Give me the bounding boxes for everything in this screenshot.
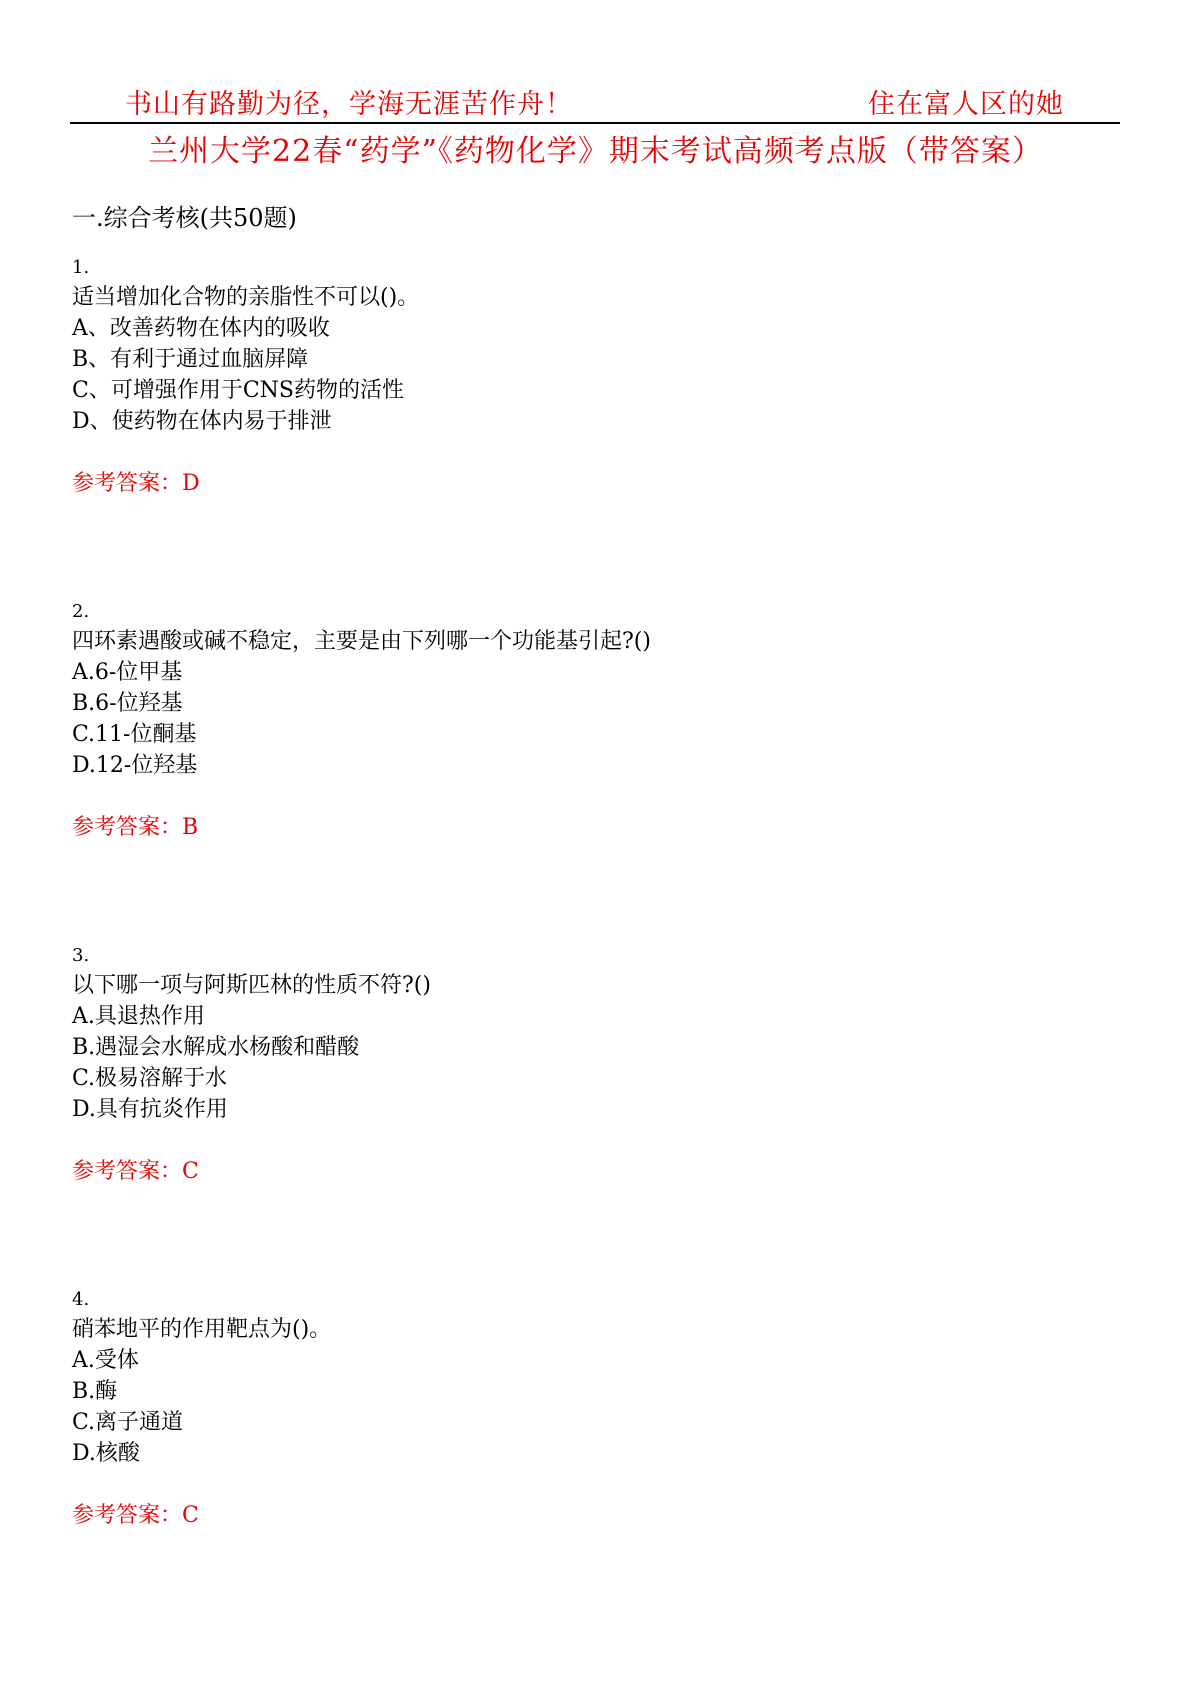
option-a: A.受体: [72, 1348, 139, 1373]
option-a: A、改善药物在体内的吸收: [72, 316, 330, 341]
option-b: B.6-位羟基: [72, 691, 183, 716]
header-author: 住在富人区的她: [868, 89, 1064, 120]
document-title: 兰州大学22春“药学”《药物化学》期末考试高频考点版（带答案）: [148, 134, 1043, 169]
option-c: C、可增强作用于CNS药物的活性: [72, 378, 404, 403]
option-a: A.6-位甲基: [72, 660, 183, 685]
option-b: B.酶: [72, 1379, 118, 1404]
question-4: [72, 1286, 1112, 1531]
question-stem: 适当增加化合物的亲脂性不可以()。: [72, 285, 420, 310]
question-stem: 以下哪一项与阿斯匹林的性质不符?(): [72, 973, 431, 998]
option-d: D.核酸: [72, 1441, 140, 1466]
header-motto: 书山有路勤为径，学海无涯苦作舟！: [125, 89, 573, 120]
question-number: 4.: [72, 1289, 90, 1310]
option-d: D.12-位羟基: [72, 753, 198, 778]
option-b: B、有利于通过血脑屏障: [72, 347, 309, 372]
reference-answer: 参考答案：C: [72, 1503, 199, 1528]
question-number: 2.: [72, 601, 90, 622]
question-1: [72, 254, 1112, 499]
option-c: C.11-位酮基: [72, 722, 197, 747]
reference-answer: 参考答案：B: [72, 815, 199, 840]
reference-answer: 参考答案：D: [72, 471, 200, 496]
question-stem: 硝苯地平的作用靶点为()。: [72, 1317, 332, 1342]
option-d: D、使药物在体内易于排泄: [72, 409, 332, 434]
question-number: 3.: [72, 945, 90, 966]
option-c: C.离子通道: [72, 1410, 184, 1435]
question-stem: 四环素遇酸或碱不稳定，主要是由下列哪一个功能基引起?(): [72, 629, 651, 654]
question-2: [72, 598, 1112, 843]
reference-answer: 参考答案：C: [72, 1159, 199, 1184]
option-d: D.具有抗炎作用: [72, 1097, 228, 1122]
option-c: C.极易溶解于水: [72, 1066, 228, 1091]
question-3: [72, 942, 1112, 1187]
page-header: [70, 76, 1120, 124]
option-b: B.遇湿会水解成水杨酸和醋酸: [72, 1035, 360, 1060]
section-title: 一.综合考核(共50题): [72, 204, 297, 232]
question-number: 1.: [72, 257, 90, 278]
option-a: A.具退热作用: [72, 1004, 205, 1029]
